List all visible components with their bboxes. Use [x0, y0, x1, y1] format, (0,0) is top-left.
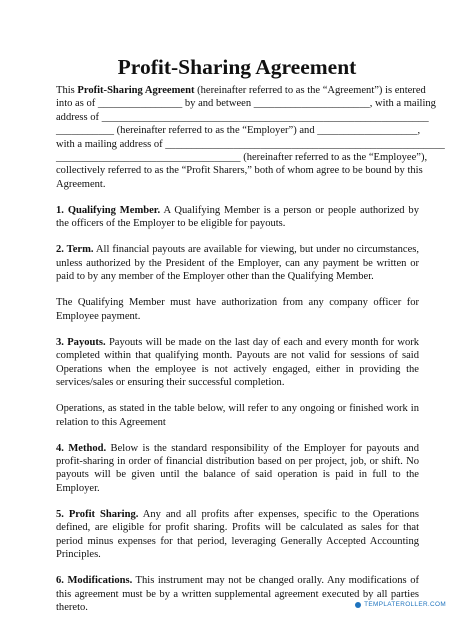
section-term: 2. Term. All financial payouts are available for viewing, but under no circumstances, unless authorized by the President of the Employer, can any payment be written or paid to by any member of the Employer other than the Qualifying Member.: [56, 244, 419, 283]
section-method: 4. Method. Below is the standard responsibility of the Employer for payouts and profit-sharing in order of financial distribution based on per project, job, or shift. No payouts will be given until the balance of said operation is paid in full to the Employer.: [56, 442, 419, 494]
employer-address-cont-blank[interactable]: ___________: [56, 125, 115, 137]
templateroller-logo-icon: [355, 602, 361, 608]
employee-address-cont-blank[interactable]: ___________________________________: [56, 152, 241, 164]
paragraph-operations: Operations, as stated in the table below, will refer to any ongoing or finished work in relation to this Agreement: [56, 403, 419, 428]
employer-name-blank[interactable]: ______________________: [253, 98, 370, 110]
section-payouts: 3. Payouts. Payouts will be made on the last day of each and every month for work completed within that qualifying month. Payouts are not valid for sessions of said Operations when the employee is not actively engaged, either in providing the services/sales or ensuring their successful completion.: [56, 336, 420, 389]
employee-name-blank[interactable]: ___________________: [317, 125, 418, 137]
footer-url[interactable]: TEMPLATEROLLER.COM: [364, 601, 446, 608]
effective-date-blank[interactable]: ________________: [97, 98, 183, 110]
section-modifications: 6. Modifications. This instrument may not be changed orally. Any modifications of this agreement must be by a written supplemental agreement executed by all parties thereto.: [56, 575, 419, 614]
employer-address-blank[interactable]: ______________________________________________________________: [101, 111, 429, 123]
intro-paragraph: This Profit-Sharing Agreement (hereinafter referred to as the “Agreement”) is entered into as of ________________ by and between ______________________, with a mailing address of ______________________________________________________________ ___________ (hereinafter referred to as the “Employer”) and ___________________, with a mailing address of _____________________________________________________ ___________________________________ (hereinafter referred to as the “Employee”), collectively referred to as the “Profit Sharers,” both of whom agree to be bound by this Agreement.: [56, 85, 445, 190]
section-profit-sharing: 5. Profit Sharing. Any and all profits after expenses, specific to the Operations defined, are eligible for profit sharing. Profits will be calculated as sales for that period minus expenses for that period, leveraging Generally Accepted Accounting Principles.: [56, 508, 419, 561]
document-title: Profit-Sharing Agreement: [117, 55, 357, 79]
employee-address-blank[interactable]: _____________________________________________________: [165, 138, 445, 150]
footer-brand[interactable]: [355, 601, 446, 608]
agreement-body: [56, 84, 445, 627]
section-qualifying-member: 1. Qualifying Member. A Qualifying Member is a person or people authorized by the officers of the Employer to be eligible for payouts.: [56, 204, 419, 230]
paragraph-qualifying-authorization: The Qualifying Member must have authorization from any company officer for Employee payment.: [56, 297, 419, 322]
